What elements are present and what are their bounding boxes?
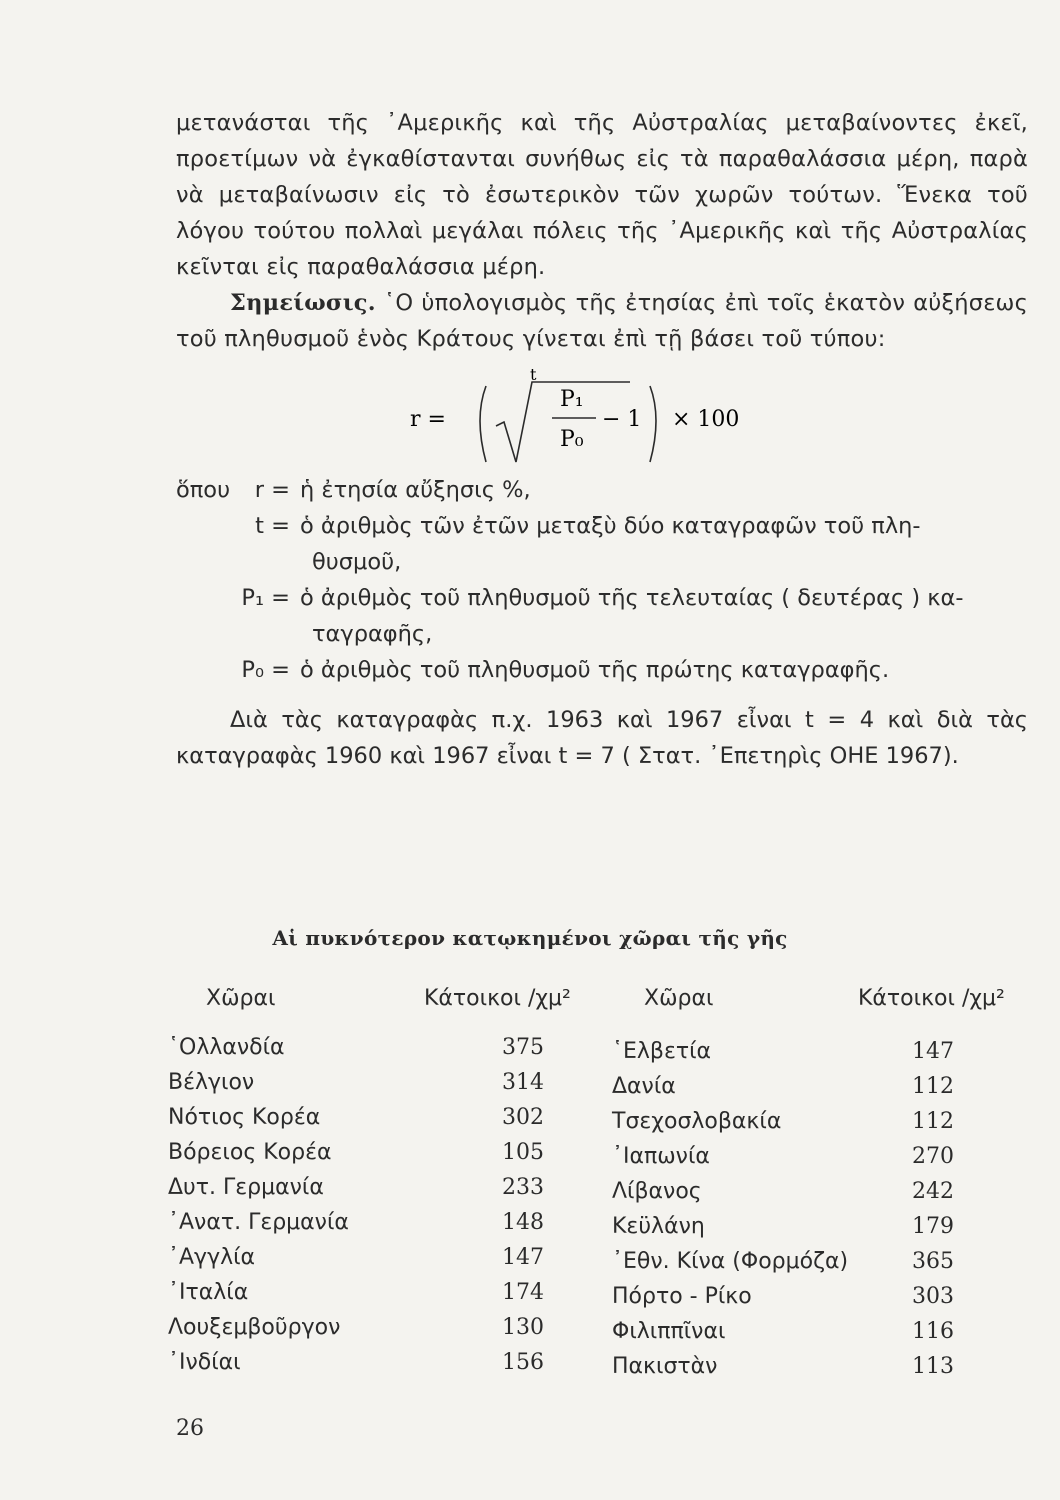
- header-density-right: Κάτοικοι /χμ²: [858, 986, 1005, 1011]
- header-density-left: Κάτοικοι /χμ²: [424, 986, 571, 1011]
- definition-desc-cont: θυσμοῦ,: [312, 549, 402, 575]
- numerator: P₁: [560, 387, 584, 412]
- growth-formula: [410, 362, 830, 474]
- table-cell-density: 270: [912, 1144, 954, 1169]
- table-cell-density: 375: [502, 1035, 544, 1060]
- table-cell-country: Φιλιππῖναι: [612, 1319, 726, 1344]
- note-paragraph: [176, 285, 1028, 357]
- table-cell-density: 112: [912, 1109, 954, 1134]
- header-country-left: Χῶραι: [206, 986, 276, 1011]
- table-cell-country: ᾿Ιαπωνία: [612, 1144, 710, 1169]
- table-cell-country: ᾿Εθν. Κίνα (Φορμόζα): [612, 1249, 849, 1274]
- table-cell-density: 148: [502, 1210, 544, 1235]
- table-cell-country: Λίβανος: [612, 1179, 702, 1204]
- table-title: Αἱ πυκνότερον κατῳκημένοι χῶραι τῆς γῆς: [272, 926, 788, 950]
- definition-desc-cont: ταγραφῆς,: [312, 621, 433, 647]
- table-cell-density: 130: [502, 1315, 544, 1340]
- table-cell-country: Δανία: [612, 1074, 676, 1099]
- root-index: t: [530, 365, 537, 384]
- table-cell-country: Τσεχοσλοβακία: [612, 1109, 782, 1134]
- table-cell-density: 147: [502, 1245, 544, 1270]
- table-cell-density: 174: [502, 1280, 544, 1305]
- note-label: Σημείωσις.: [230, 290, 376, 316]
- intro-text: μετανάσται τῆς ᾿Αμερικῆς καὶ τῆς Αὐστραλίας μεταβαίνοντες ἐκεῖ, προετίμων νὰ ἐγκαθίστανται συνήθως εἰς τὰ παραθαλάσσια μέρη, παρὰ νὰ μεταβαίνωσιν εἰς τὸ ἐσωτερικὸν τῶν χωρῶν τούτων. Ἕνεκα τοῦ λόγου τούτου πολλαὶ μεγάλαι πόλεις τῆς ᾿Αμερικῆς καὶ τῆς Αὐστραλίας κεῖνται εἰς παραθαλάσσια μέρη.: [176, 110, 1028, 280]
- page-number: 26: [176, 1416, 204, 1441]
- table-cell-density: 314: [502, 1070, 544, 1095]
- table-cell-density: 116: [912, 1319, 954, 1344]
- table-cell-country: Κεϋλάνη: [612, 1214, 705, 1239]
- table-cell-country: ᾿Ιταλία: [168, 1280, 249, 1305]
- table-cell-country: ῾Ολλανδία: [168, 1035, 285, 1060]
- table-cell-country: Λουξεμβοῦργον: [168, 1315, 341, 1340]
- table-cell-country: Βέλγιον: [168, 1070, 255, 1095]
- table-cell-density: 242: [912, 1179, 954, 1204]
- table-cell-density: 302: [502, 1105, 544, 1130]
- table-cell-country: Δυτ. Γερμανία: [168, 1175, 324, 1200]
- table-cell-density: 179: [912, 1214, 954, 1239]
- table-cell-country: Νότιος Κορέα: [168, 1105, 321, 1130]
- table-cell-country: ῾Ελβετία: [612, 1039, 712, 1064]
- table-cell-density: 113: [912, 1354, 954, 1379]
- note-text: ῾Ο ὑπολογισμὸς τῆς ἐτησίας ἐπὶ τοῖς ἑκατὸν αὐξήσεως τοῦ πληθυσμοῦ ἑνὸς Κράτους γίνεται ἐπὶ τῇ βάσει τοῦ τύπου:: [176, 290, 1029, 352]
- table-cell-country: Βόρειος Κορέα: [168, 1140, 332, 1165]
- table-cell-density: 156: [502, 1350, 544, 1375]
- definition-var: r =: [254, 477, 290, 503]
- table-cell-country: Πόρτο - Ρίκο: [612, 1284, 752, 1309]
- denominator: P₀: [560, 427, 584, 452]
- times-100: × 100: [672, 407, 740, 432]
- definitions-intro: ὅπου: [176, 477, 231, 503]
- table-cell-density: 365: [912, 1249, 954, 1274]
- example-text: Διὰ τὰς καταγραφὰς π.χ. 1963 καὶ 1967 εἶναι t = 4 καὶ διὰ τὰς καταγραφὰς 1960 καὶ 1967 εἶναι t = 7 ( Στατ. ᾿Επετηρὶς ΟΗΕ 1967).: [176, 707, 1028, 769]
- formula-graphic: [410, 362, 830, 474]
- minus-one: − 1: [602, 407, 642, 432]
- definition-desc: ὁ ἀριθμὸς τῶν ἐτῶν μεταξὺ δύο καταγραφῶν τοῦ πλη-: [300, 513, 921, 539]
- definition-desc: ὁ ἀριθμὸς τοῦ πληθυσμοῦ τῆς πρώτης καταγραφῆς.: [300, 657, 890, 683]
- table-cell-country: ᾿Ανατ. Γερμανία: [168, 1210, 349, 1235]
- table-cell-density: 233: [502, 1175, 544, 1200]
- table-cell-country: Πακιστὰν: [612, 1354, 718, 1379]
- table-cell-density: 112: [912, 1074, 954, 1099]
- table-cell-density: 303: [912, 1284, 954, 1309]
- left-paren: [480, 386, 486, 462]
- table-cell-country: ᾿Αγγλία: [168, 1245, 256, 1270]
- definition-var: t =: [255, 513, 290, 539]
- definition-var: P₀ =: [241, 657, 290, 683]
- formula-lhs: r =: [410, 407, 446, 432]
- definition-desc: ἡ ἐτησία αὔξησις %,: [300, 477, 531, 503]
- table-cell-density: 147: [912, 1039, 954, 1064]
- definition-var: P₁ =: [241, 585, 290, 611]
- definition-desc: ὁ ἀριθμὸς τοῦ πληθυσμοῦ τῆς τελευταίας ( δευτέρας ) κα-: [300, 585, 964, 611]
- table-cell-country: ᾿Ινδίαι: [168, 1350, 241, 1375]
- right-paren: [650, 386, 656, 462]
- header-country-right: Χῶραι: [644, 986, 714, 1011]
- intro-paragraph: [176, 105, 1028, 285]
- table-cell-density: 105: [502, 1140, 544, 1165]
- note-line: [176, 285, 1028, 357]
- example-paragraph: [176, 702, 1028, 774]
